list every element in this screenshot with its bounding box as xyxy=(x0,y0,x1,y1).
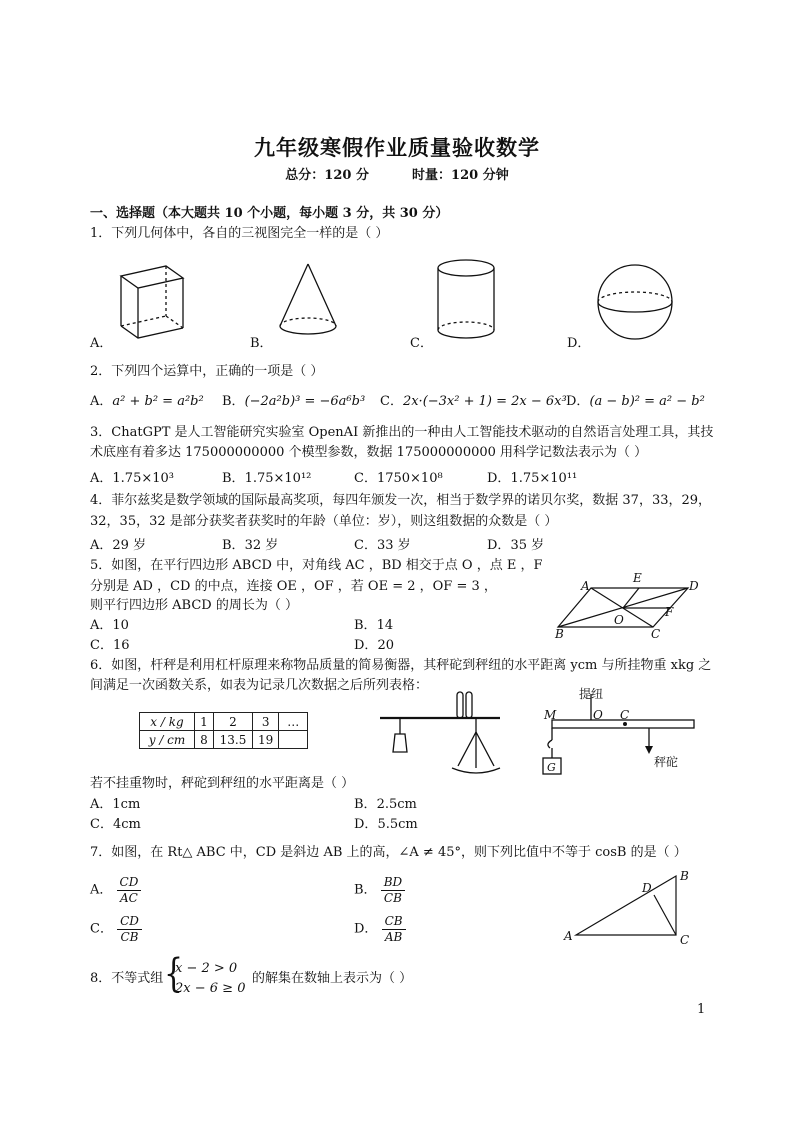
q8-prefix: 8．不等式组 xyxy=(90,971,164,986)
q4-option-c: C．33 岁 xyxy=(354,538,411,553)
q5-point-a: A xyxy=(581,579,590,593)
q5-point-b: B xyxy=(555,627,564,641)
q6-label-tiniu: 提纽 xyxy=(579,687,604,701)
table-cell: 13.5 xyxy=(214,731,253,749)
q6-label-chengtuo: 秤砣 xyxy=(654,755,679,769)
q5-point-d: D xyxy=(689,579,699,593)
q7-stem: 7．如图，在 Rt△ ABC 中，CD 是斜边 AB 上的高，∠A ≠ 45°，则下列比值中不等于 cosB 的是（ ） xyxy=(90,845,687,860)
q1-stem: 1．下列几何体中，各自的三视图完全一样的是（ ） xyxy=(90,226,389,241)
q6-data-table xyxy=(139,712,308,749)
q5-line3: 则平行四边形 ABCD 的周长为（ ） xyxy=(90,598,298,613)
q5-option-c: C．16 xyxy=(90,638,130,653)
q1-figure-cylinder xyxy=(436,258,496,342)
q8-ineq2: 2x − 6 ≥ 0 xyxy=(175,981,246,996)
q2-stem: 2．下列四个运算中，正确的一项是（ ） xyxy=(90,364,324,379)
q5-point-o: O xyxy=(614,613,624,627)
q1-option-c: C． xyxy=(410,336,433,351)
q4-option-a: A．29 岁 xyxy=(90,538,147,553)
q6-label-m: M xyxy=(544,708,557,722)
q1-option-d: D． xyxy=(567,336,591,351)
q1-option-a: A． xyxy=(90,336,113,351)
q3-option-b: B．1.75×10¹² xyxy=(222,471,312,486)
q8-brace-icon: { xyxy=(164,951,184,998)
q7-option-b: B． $\frac{BD}{CB}$ xyxy=(354,875,405,906)
total-score: 总分：120 分 xyxy=(285,168,369,183)
q3-line1: 3．ChatGPT 是人工智能研究实验室 OpenAI 新推出的一种由人工智能技术驱动的自然语言处理工具，其技 xyxy=(90,425,714,440)
table-cell: x / kg xyxy=(140,713,195,731)
q1-figure-prism xyxy=(118,264,188,334)
q2-option-d: D．(a − b)² = a² − b² xyxy=(566,394,705,409)
q3-option-c: C．1750×10⁸ xyxy=(354,471,443,486)
q4-option-d: D．35 岁 xyxy=(487,538,545,553)
q6-question: 若不挂重物时，秤砣到秤纽的水平距离是（ ） xyxy=(90,776,355,791)
section-heading: 一、选择题（本大题共 10 个小题，每小题 3 分，共 30 分） xyxy=(90,206,449,221)
q6-option-d: D．5.5cm xyxy=(354,817,418,832)
q8-ineq1: x − 2 > 0 xyxy=(175,961,238,976)
page-number: 1 xyxy=(697,1002,706,1017)
q5-line2: 分别是 AD ，CD 的中点，连接 OE ，OF ，若 OE = 2 ，OF = 3 ， xyxy=(90,579,497,594)
table-cell xyxy=(279,731,308,749)
q3-option-d: D．1.75×10¹¹ xyxy=(487,471,578,486)
q6-line2: 间满足一次函数关系，如表为记录几次数据之后所列表格： xyxy=(90,678,429,693)
q4-line1: 4．菲尔兹奖是数学领域的国际最高奖项，每四年颁发一次，相当于数学界的诺贝尔奖，数据 37，33，29， xyxy=(90,493,712,508)
q2-option-a: A．a² + b² = a²b² xyxy=(90,394,204,409)
q5-point-c: C xyxy=(651,627,661,641)
q5-point-f: F xyxy=(665,605,674,619)
q1-figure-sphere xyxy=(595,264,675,340)
q2-option-b: B．(−2a²b)³ = −6a⁶b³ xyxy=(222,394,366,409)
q5-point-e: E xyxy=(633,571,642,585)
q6-option-a: A．1cm xyxy=(90,797,141,812)
q6-label-o: O xyxy=(593,708,603,722)
table-cell: y / cm xyxy=(140,731,195,749)
q7-option-c: C． $\frac{CD}{CB}$ xyxy=(90,914,142,945)
q6-option-c: C．4cm xyxy=(90,817,141,832)
q5-option-a: A．10 xyxy=(90,618,129,633)
q6-figure-steelyard xyxy=(532,686,702,786)
q6-line1: 6．如图，杆秤是利用杠杆原理来称物品质量的简易衡器，其秤砣到秤纽的水平距离 ycm 与所挂物重 xkg 之 xyxy=(90,658,712,673)
q7-point-d: D xyxy=(642,881,652,895)
table-cell: … xyxy=(279,713,308,731)
exam-info xyxy=(0,164,794,183)
q5-option-b: B．14 xyxy=(354,618,394,633)
page-title: 九年级寒假作业质量验收数学 xyxy=(254,135,540,160)
q3-option-a: A．1.75×10³ xyxy=(90,471,174,486)
q5-figure-parallelogram xyxy=(555,571,699,641)
table-cell: 8 xyxy=(195,731,214,749)
q7-point-b: B xyxy=(680,869,689,883)
q4-option-b: B．32 岁 xyxy=(222,538,279,553)
table-cell: 2 xyxy=(214,713,253,731)
q3-line2: 术底座有着多达 175000000000 个模型参数，数据 175000000000 用科学记数法表示为（ ） xyxy=(90,445,648,460)
q7-point-c: C xyxy=(680,933,690,947)
q6-option-b: B．2.5cm xyxy=(354,797,417,812)
table-cell: 19 xyxy=(253,731,279,749)
q6-label-c: C xyxy=(620,708,630,722)
q7-figure-triangle xyxy=(562,868,702,948)
table-cell: 1 xyxy=(195,713,214,731)
table-row xyxy=(140,713,308,731)
q1-option-b: B． xyxy=(250,336,273,351)
q8-suffix: 的解集在数轴上表示为（ ） xyxy=(252,971,413,986)
q1-figure-cone xyxy=(278,262,338,340)
q2-option-c: C．2x·(−3x² + 1) = 2x − 6x³ xyxy=(380,394,567,409)
q7-option-d: D． $\frac{CB}{AB}$ xyxy=(354,914,406,945)
table-cell: 3 xyxy=(253,713,279,731)
q5-line1: 5．如图，在平行四边形 ABCD 中，对角线 AC ，BD 相交于点 O ，点 E ，F xyxy=(90,558,543,573)
q7-point-a: A xyxy=(564,929,573,943)
q6-figure-balance xyxy=(378,688,503,780)
table-row xyxy=(140,731,308,749)
time-limit: 时量：120 分钟 xyxy=(412,168,509,183)
q7-option-a: A． $\frac{CD}{AC}$ xyxy=(90,875,141,906)
q6-label-g: G xyxy=(547,761,556,774)
q5-option-d: D．20 xyxy=(354,638,394,653)
q4-line2: 32，35，32 是部分获奖者获奖时的年龄（单位：岁），则这组数据的众数是（ ） xyxy=(90,514,558,529)
